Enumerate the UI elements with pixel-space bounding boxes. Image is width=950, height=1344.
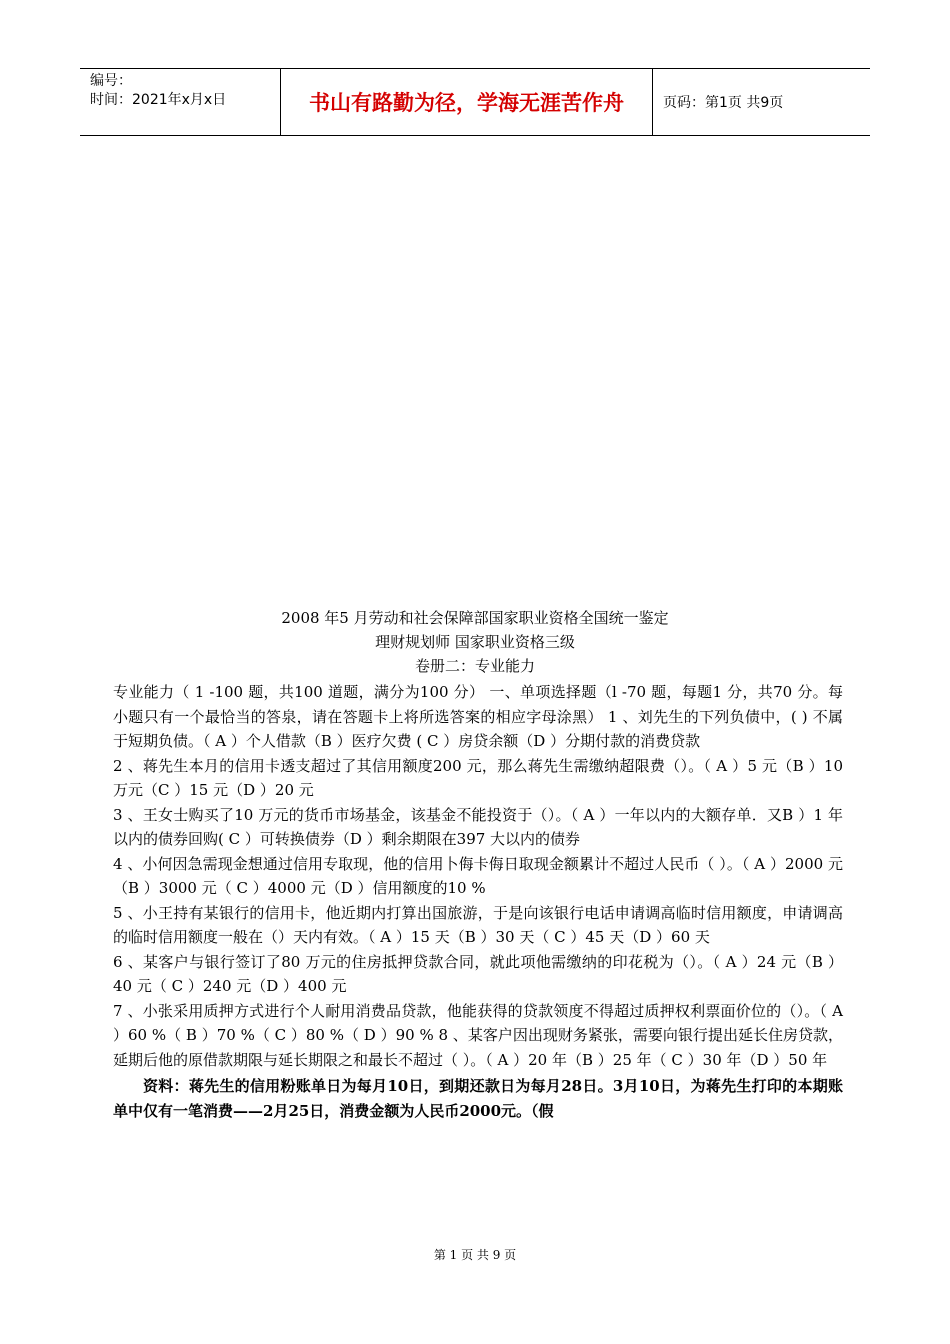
page-header	[80, 68, 870, 136]
document-body	[113, 680, 843, 1123]
paragraph-intro-q1: 专业能力（ 1 -100 题，共100 道题，满分为100 分） 一、单项选择题（l -70 题，每题1 分，共70 分。每小题只有一个最恰当的答泉，请在答题卡上将所选答案的相应字母涂黑） 1 、刘先生的下列负债中，( ) 不属于短期负债。（ A ）个人借款（B ）医疗欠费 ( C ）房贷余额（D ）分期付款的消费贷款	[113, 683, 843, 750]
time-line: 时间：2021年x月x日	[90, 92, 227, 108]
header-motto: 书山有路勤为径，学海无涯苦作舟	[281, 69, 653, 135]
number-label: 编号：	[90, 73, 132, 89]
title-line-2: 理财规划师 国家职业资格三级	[375, 633, 575, 651]
paragraph-q7-q8: 7 、小张采用质押方式进行个人耐用消费品贷款，他能获得的贷款领度不得超过质押权利票面价位的（）。（ A ）60 %（ B ）70 %（ C ）80 %（ D ）90 % 8 、某客户因出现财务紧张，需要向银行提出延长住房贷款，延期后他的原借款期限与延长期限之和最长不超过（ ）。（ A ）20 年（B ）25 年（ C ）30 年（D ）50 年	[113, 1001, 843, 1069]
title-line-3: 卷册二：专业能力	[414, 657, 535, 675]
header-meta	[80, 69, 281, 135]
paragraph-q3: 3 、王女士购买了10 万元的货币市场基金，该基金不能投资于（）。（ A ）一年以内的大额存单．又B ）1 年以内的债券回购( C ）可转换债券（D ）剩余期限在397 大以内的债券	[113, 805, 843, 848]
paragraph-q4: 4 、小何因急需现金想通过信用专取现，他的信用卜侮卡侮日取现金额累计不超过人民币（ ）。（ A ）2000 元（B ）3000 元（ C ）4000 元（D ）信用额度的10 %	[113, 854, 843, 897]
header-page-code: 页码：第1页 共9页	[663, 95, 784, 111]
page-footer: 第 1 页 共 9 页	[433, 1248, 517, 1262]
paragraph-q5: 5 、小王持有某银行的信用卡，他近期内打算出国旅游，于是向该银行电话申请调高临时信用额度，申请调高的临时信用额度一般在（）天内有效。（ A ）15 天（B ）30 天（ C ）45 天（D ）60 天	[113, 903, 843, 946]
title-line-1: 2008 年5 月劳动和社会保障部国家职业资格全国统一鉴定	[281, 609, 669, 627]
paragraph-q6: 6 、某客户与银行签订了80 万元的住房抵押贷款合同，就此项他需缴纳的印花税为（）。（ A ）24 元（B ）40 元（ C ）240 元（D ）400 元	[113, 952, 843, 995]
material-paragraph: 资料：蒋先生的信用粉账单日为每月10日，到期还款日为每月28日。3月10日，为蒋先生打印的本期账单中仅有一笔消费——2月25日，消费金额为人民币2000元。（假	[113, 1077, 843, 1120]
document-titles	[80, 606, 870, 678]
paragraph-q2: 2 、蒋先生本月的信用卡透支超过了其信用额度200 元，那么蒋先生需缴纳超限费（）。（ A ）5 元（B ）10 万元（C ）15 元（D ）20 元	[113, 756, 843, 799]
